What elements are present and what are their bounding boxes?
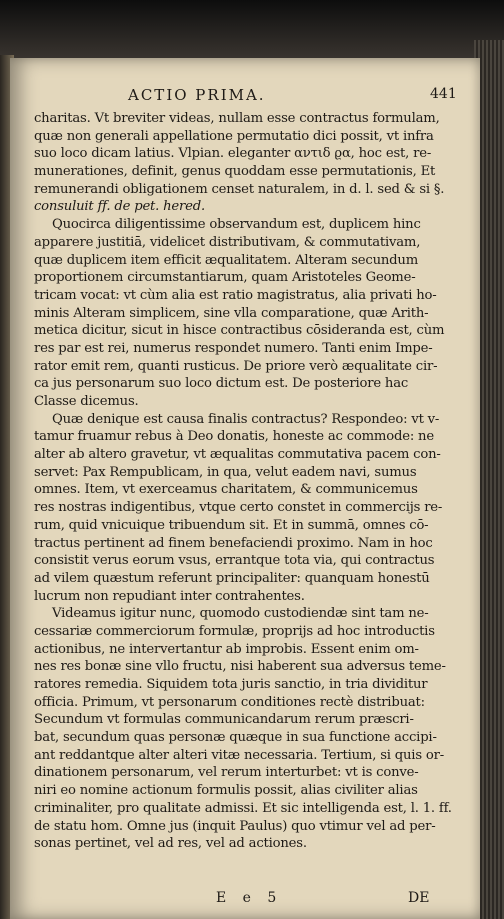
- text-line: minis Alteram simplicem, sine vlla comparatione, quæ Arith-: [34, 305, 429, 321]
- catchword: DE: [408, 890, 430, 906]
- text-line: ratores remedia. Siquidem tota juris sanctio, in tria dividitur: [34, 677, 428, 692]
- text-line: suo loco dicam latius. Vlpian. eleganter αντιδ ϱα, hoc est, re-: [34, 146, 432, 162]
- text-line: ant reddantque alter alteri vitæ necessaria. Tertium, si quis or-: [34, 747, 444, 763]
- text-line: Secundum vt formulas communicandarum rerum præscri-: [34, 712, 414, 728]
- text-line: apparere justitiā, videlicet distributivam, & commutativam,: [34, 234, 421, 250]
- text-line: de statu hom. Omne jus (inquit Paulus) quo vtimur vel ad per-: [34, 818, 436, 834]
- text-line: servet: Pax Rempublicam, in qua, velut eadem navi, sumus: [34, 464, 417, 480]
- book-cover-top: [0, 0, 504, 60]
- text-line: charitas. Vt breviter videas, nullam esse contractus formulam,: [34, 111, 440, 126]
- paragraph-start: Quocirca diligentissime observandum est, duplicem hinc: [52, 217, 421, 233]
- text-line: omnes. Item, vt exerceamus charitatem, & communicemus: [34, 482, 418, 498]
- citation-line: consuluit ff. de pet. hered.: [34, 199, 205, 215]
- text-line: ad vilem quæstum referunt principaliter: quanquam honestū: [34, 570, 430, 586]
- paragraph-start: Videamus igitur nunc, quomodo custodiendæ sint tam ne-: [52, 606, 429, 622]
- text-line: tamur fruamur rebus à Deo donatis, honeste ac commode: ne: [34, 429, 434, 445]
- text-line: criminaliter, pro qualitate admissi. Et sic intelligenda est, l. 1. ff.: [34, 800, 452, 816]
- text-line: niri eo nomine actionum formulis possit, alias civiliter alias: [34, 783, 418, 799]
- text-line: rator emit rem, quanti rusticus. De priore verò æqualitate cir-: [34, 358, 438, 374]
- text-line: res par est rei, numerus respondet numero. Tanti enim Impe-: [34, 340, 433, 356]
- text-line: officia. Primum, vt personarum conditiones rectè distribuat:: [34, 694, 425, 710]
- text-line: alter ab altero gravetur, vt æqualitas commutativa pacem con-: [34, 447, 441, 463]
- text-line: Classe dicemus.: [34, 394, 139, 409]
- body-text: [34, 110, 474, 853]
- book-page: [10, 58, 480, 919]
- text-line: nes res bonæ sine vllo fructu, nisi haberent sua adversus teme-: [34, 659, 446, 675]
- text-line: dinationem personarum, vel rerum interturbet: vt is conve-: [34, 765, 419, 781]
- text-line: ca jus personarum suo loco dictum est. De posteriore hac: [34, 376, 409, 392]
- running-head-title: ACTIO PRIMA.: [128, 86, 266, 104]
- text-line: metica dicitur, sicut in hisce contractibus cōsideranda est, cùm: [34, 323, 445, 339]
- text-line: tricam vocat: vt cùm alia est ratio magistratus, alia privati ho-: [34, 287, 437, 303]
- text-line: sonas pertinet, vel ad res, vel ad actiones.: [34, 836, 307, 852]
- running-head: [10, 86, 480, 106]
- text-line: res nostras indigentibus, vtque certo constet in commercijs re-: [34, 500, 443, 516]
- text-line: actionibus, ne intervertantur ab improbis. Essent enim om-: [34, 641, 419, 657]
- paragraph-start: Quæ denique est causa finalis contractus? Respondeo: vt v-: [52, 411, 440, 427]
- text-line: rum, quid vnicuique tribuendum sit. Et in summā, omnes cō-: [34, 517, 429, 533]
- text-line: quæ duplicem item efficit æqualitatem. Alteram secundum: [34, 252, 418, 268]
- signature-mark: E e 5: [216, 890, 283, 906]
- text-line: proportionem circumstantiarum, quam Aristoteles Geome-: [34, 270, 416, 286]
- text-line: quæ non generali appellatione permutatio dici possit, vt infra: [34, 128, 434, 144]
- text-line: cessariæ commerciorum formulæ, proprijs ad hoc introductis: [34, 623, 435, 639]
- text-line: tractus pertinent ad finem benefaciendi proximo. Nam in hoc: [34, 535, 433, 551]
- text-line: bat, secundum quas personæ quæque in sua functione accipi-: [34, 730, 437, 746]
- page-number: 441: [430, 86, 457, 102]
- text-line: lucrum non repudiant inter contrahentes.: [34, 588, 305, 604]
- text-line: munerationes, definit, genus quoddam esse permutationis, Et: [34, 164, 436, 180]
- text-line: consistit verus eorum vsus, errantque tota via, qui contractus: [34, 553, 435, 569]
- text-line: remunerandi obligationem censet naturalem, in d. l. sed & si §.: [34, 181, 445, 197]
